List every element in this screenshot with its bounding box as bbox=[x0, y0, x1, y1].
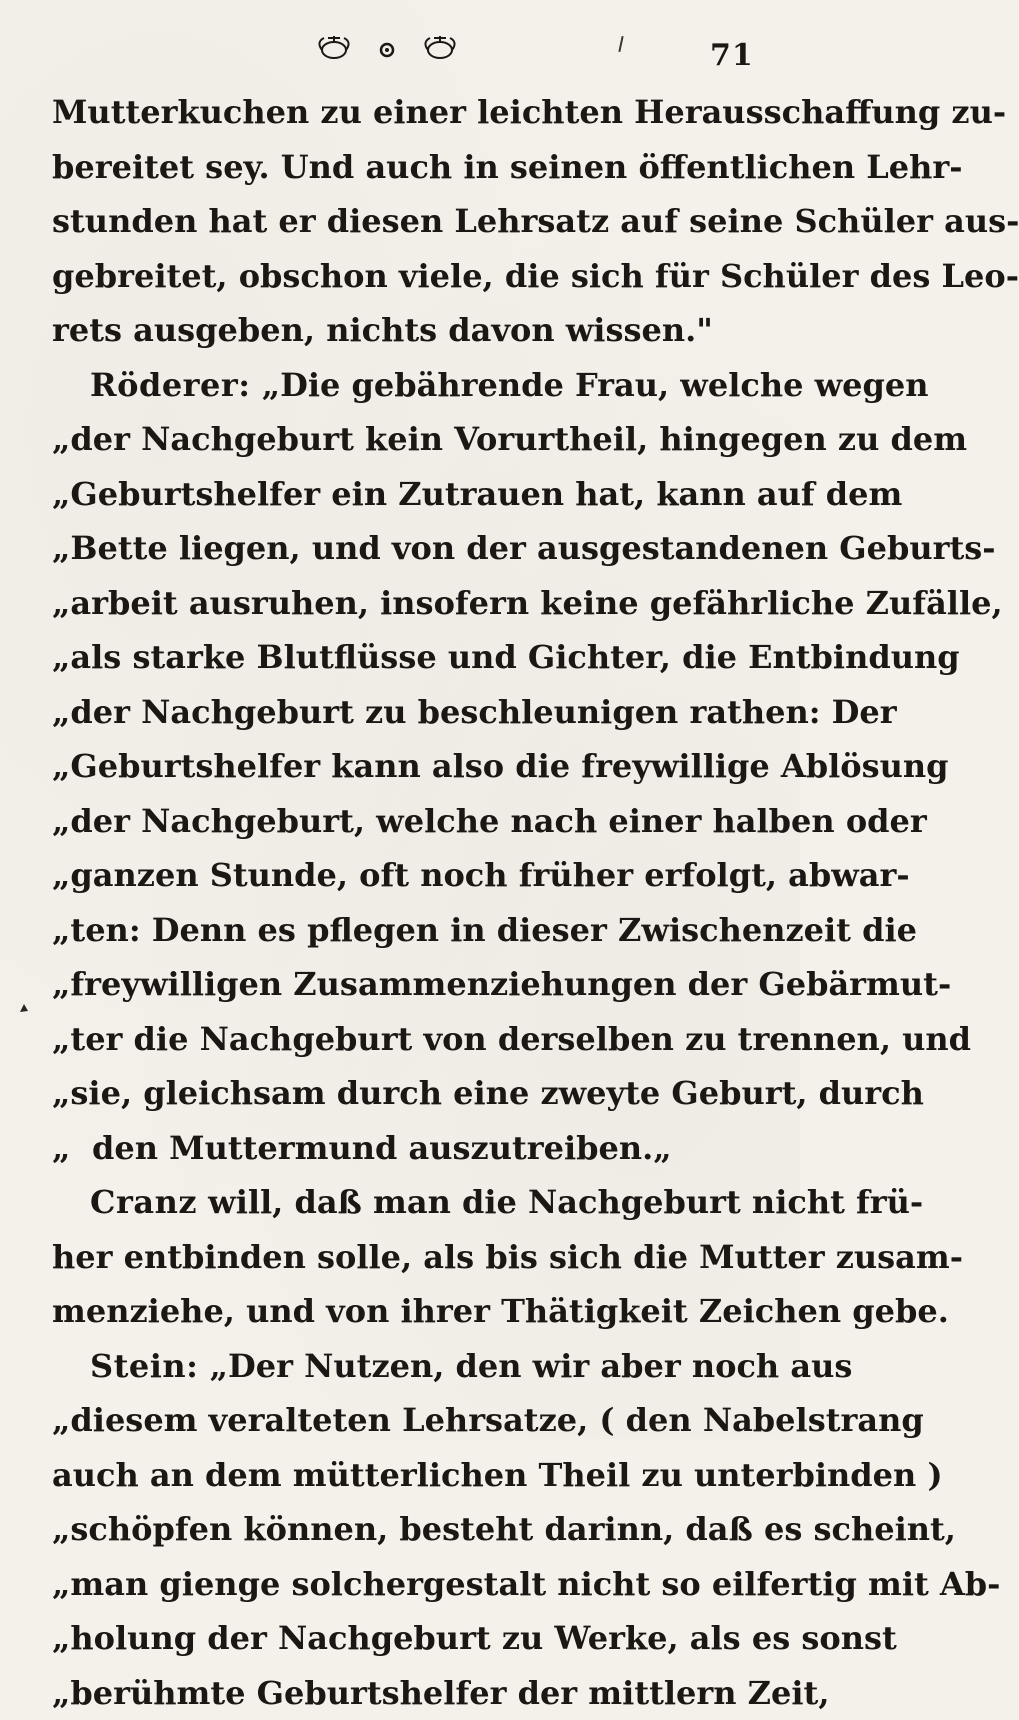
text-line: ganzen Stunde, oft noch früher erfolgt, abwar- bbox=[70, 848, 909, 903]
quoted-line bbox=[52, 957, 772, 1012]
quote-mark: „ bbox=[52, 1012, 70, 1067]
quote-mark: „ bbox=[52, 1557, 70, 1612]
page-body bbox=[52, 85, 772, 1720]
text-line: der Nachgeburt kein Vorurtheil, hingegen zu dem bbox=[70, 412, 967, 467]
quoted-line bbox=[52, 576, 772, 631]
quote-mark: „ bbox=[52, 685, 70, 740]
quoted-line bbox=[52, 739, 772, 794]
text-line: schöpfen können, besteht darinn, daß es scheint, bbox=[70, 1502, 956, 1557]
quoted-line bbox=[52, 630, 772, 685]
quote-mark: „ bbox=[52, 1666, 70, 1720]
text-line: holung der Nachgeburt zu Werke, als es sonst bbox=[70, 1611, 896, 1666]
quoted-line bbox=[52, 685, 772, 740]
text-line: her entbinden solle, als bis sich die Mutter zusam- bbox=[52, 1230, 772, 1285]
text-line: menziehe, und von ihrer Thätigkeit Zeichen gebe. bbox=[52, 1284, 772, 1339]
quote-mark: „ bbox=[52, 957, 70, 1012]
text-line: sie, gleichsam durch eine zweyte Geburt, durch bbox=[70, 1066, 923, 1121]
quote-mark: „ bbox=[52, 467, 70, 522]
quote-mark: „ bbox=[52, 1393, 70, 1448]
page-header bbox=[0, 30, 800, 80]
page-number: 71 bbox=[710, 38, 754, 73]
text-line: der Nachgeburt, welche nach einer halben oder bbox=[70, 794, 926, 849]
text-fragment: „Der Nutzen, den wir aber noch aus bbox=[210, 1347, 853, 1385]
text-fragment: will, daß man die Nachgeburt nicht frü- bbox=[208, 1183, 923, 1221]
speaker-cranz: Cranz bbox=[90, 1183, 197, 1221]
text-line: als starke Blutflüsse und Gichter, die Entbindung bbox=[70, 630, 959, 685]
text-line: Bette liegen, und von der ausgestandenen Geburts- bbox=[70, 521, 995, 576]
quoted-line bbox=[52, 521, 772, 576]
quote-mark: „ bbox=[52, 848, 70, 903]
quote-mark: „ bbox=[52, 1066, 70, 1121]
text-line: ter die Nachgeburt von derselben zu trennen, und bbox=[70, 1012, 971, 1067]
quote-mark: „ bbox=[52, 521, 70, 576]
quote-mark: „ bbox=[52, 630, 70, 685]
quoted-line bbox=[52, 1502, 772, 1557]
quote-mark: „ bbox=[52, 1502, 70, 1557]
quoted-line bbox=[52, 1012, 772, 1067]
quote-mark: „ bbox=[52, 1611, 70, 1666]
text-line: berühmte Geburtshelfer der mittlern Zeit, bbox=[70, 1666, 829, 1720]
stein-line bbox=[52, 1339, 772, 1394]
quoted-line bbox=[52, 1557, 772, 1612]
quoted-line bbox=[52, 412, 772, 467]
quote-mark: „ bbox=[52, 1121, 92, 1176]
text-fragment: „Die gebährende Frau, welche wegen bbox=[262, 366, 929, 404]
quoted-line bbox=[52, 1611, 772, 1666]
stray-mark bbox=[618, 36, 623, 52]
text-line: auch an dem mütterlichen Theil zu unterbinden ) bbox=[52, 1448, 772, 1503]
speaker-stein: Stein: bbox=[90, 1347, 198, 1385]
text-line: rets ausgeben, nichts davon wissen." bbox=[52, 303, 772, 358]
text-line: stunden hat er diesen Lehrsatz auf seine Schüler aus- bbox=[52, 194, 772, 249]
printer-ornament-icon bbox=[312, 30, 462, 70]
ink-spot-icon bbox=[18, 1002, 30, 1014]
roederer-line bbox=[52, 358, 772, 413]
quoted-line bbox=[52, 1666, 772, 1720]
text-line: Geburtshelfer kann also die freywillige Ablösung bbox=[70, 739, 948, 794]
text-line: arbeit ausruhen, insofern keine gefährliche Zufälle, bbox=[70, 576, 1002, 631]
quoted-line bbox=[52, 848, 772, 903]
text-line: freywilligen Zusammenziehungen der Gebärmut- bbox=[70, 957, 951, 1012]
quoted-line bbox=[52, 794, 772, 849]
text-line: bereitet sey. Und auch in seinen öffentlichen Lehr- bbox=[52, 140, 772, 195]
text-line: man gienge solchergestalt nicht so eilfertig mit Ab- bbox=[70, 1557, 1000, 1612]
cranz-line bbox=[52, 1175, 772, 1230]
text-line: den Muttermund auszutreiben.„ bbox=[92, 1121, 772, 1176]
quote-mark: „ bbox=[52, 576, 70, 631]
text-line: Mutterkuchen zu einer leichten Herausschaffung zu- bbox=[52, 85, 772, 140]
quoted-line bbox=[52, 903, 772, 958]
speaker-roederer: Röderer: bbox=[90, 366, 251, 404]
quoted-line bbox=[52, 1393, 772, 1448]
quoted-line bbox=[52, 1121, 772, 1176]
quote-mark: „ bbox=[52, 739, 70, 794]
quoted-line bbox=[52, 467, 772, 522]
text-line: der Nachgeburt zu beschleunigen rathen: Der bbox=[70, 685, 896, 740]
text-line: gebreitet, obschon viele, die sich für Schüler des Leo- bbox=[52, 249, 772, 304]
quoted-line bbox=[52, 1066, 772, 1121]
quote-mark: „ bbox=[52, 794, 70, 849]
text-line: Geburtshelfer ein Zutrauen hat, kann auf dem bbox=[70, 467, 902, 522]
quote-mark: „ bbox=[52, 412, 70, 467]
quote-mark: „ bbox=[52, 903, 70, 958]
text-line: ten: Denn es pflegen in dieser Zwischenzeit die bbox=[70, 903, 917, 958]
text-line: diesem veralteten Lehrsatze, ( den Nabelstrang bbox=[70, 1393, 923, 1448]
